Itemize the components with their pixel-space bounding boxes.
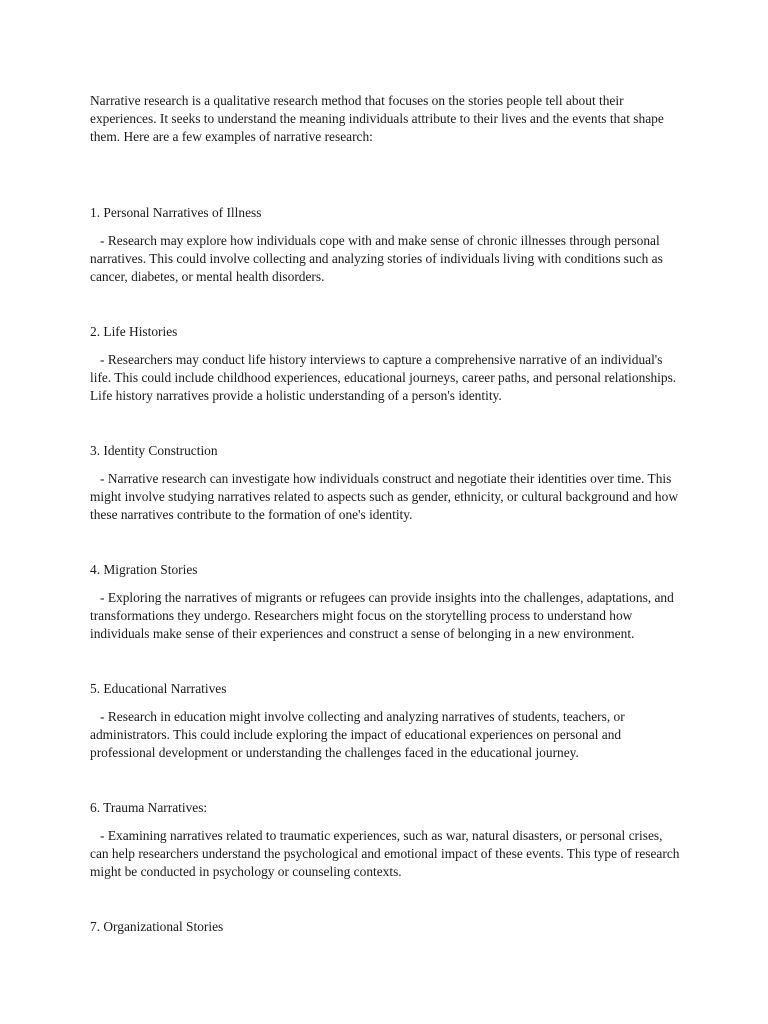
- section-body: - Research in education might involve collecting and analyzing narratives of students, teachers, or administrators. This could include exploring the impact of educational experiences on personal and professional development or understanding the challenges faced in the educational journey.: [90, 709, 625, 760]
- section-5: [90, 680, 682, 762]
- section-2: [90, 323, 682, 405]
- section-body: - Researchers may conduct life history interviews to capture a comprehensive narrative of an individual's life. This could include childhood experiences, educational journeys, career paths, and personal relationships. Life history narratives provide a holistic understanding of a person's identity.: [90, 352, 677, 403]
- section-heading: 7. Organizational Stories: [90, 919, 224, 934]
- section-7: [90, 918, 682, 936]
- section-body: - Narrative research can investigate how individuals construct and negotiate their identities over time. This might involve studying narratives related to aspects such as gender, ethnicity, or cultural background and how these narratives contribute to the formation of one's identity.: [90, 471, 678, 522]
- section-heading: 6. Trauma Narratives:: [90, 800, 208, 815]
- section-body: - Exploring the narratives of migrants or refugees can provide insights into the challenges, adaptations, and transformations they undergo. Researchers might focus on the storytelling process to understand how individuals make sense of their experiences and construct a sense of belonging in a new environment.: [90, 590, 674, 641]
- section-4: [90, 561, 682, 643]
- section-heading: 3. Identity Construction: [90, 443, 218, 458]
- section-heading: 1. Personal Narratives of Illness: [90, 205, 262, 220]
- section-heading: 2. Life Histories: [90, 324, 178, 339]
- section-heading: 5. Educational Narratives: [90, 681, 227, 696]
- section-body: - Examining narratives related to traumatic experiences, such as war, natural disasters, or personal crises, can help researchers understand the psychological and emotional impact of these events. This type of research might be conducted in psychology or counseling contexts.: [90, 828, 680, 879]
- section-3: [90, 442, 682, 524]
- document-page: [90, 92, 682, 936]
- section-6: [90, 799, 682, 881]
- section-body: - Research may explore how individuals cope with and make sense of chronic illnesses through personal narratives. This could involve collecting and analyzing stories of individuals living with conditions such as cancer, diabetes, or mental health disorders.: [90, 233, 663, 284]
- section-1: [90, 204, 682, 286]
- intro-paragraph: Narrative research is a qualitative research method that focuses on the stories people tell about their experiences. It seeks to understand the meaning individuals attribute to their lives and the events that shape them. Here are a few examples of narrative research:: [90, 93, 664, 144]
- section-heading: 4. Migration Stories: [90, 562, 198, 577]
